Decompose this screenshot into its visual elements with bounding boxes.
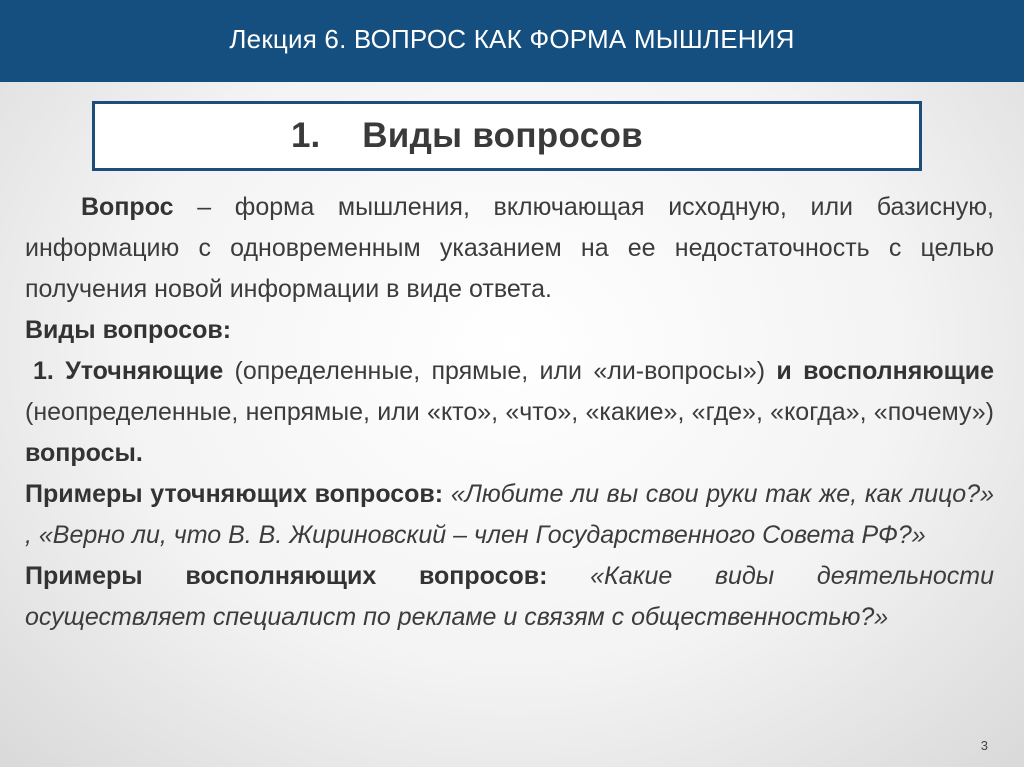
section-number: 1. <box>291 116 321 155</box>
clarifying-examples-text: «Любите ли вы свои руки так же, как лицо?» , «Верно ли, что В. В. Жириновский – член Государственного Совета РФ?» <box>25 480 995 549</box>
types-term-clarifying: Уточняющие <box>65 357 224 385</box>
slide-header <box>0 0 1024 82</box>
types-desc-filling: (неопределенные, непрямые, или «кто», «что», «какие», «где», «когда», «почему») <box>25 398 994 426</box>
section-title-box <box>92 101 922 171</box>
types-heading: Виды вопросов: <box>25 316 232 344</box>
types-heading-line <box>25 310 994 351</box>
filling-examples-paragraph <box>25 556 994 638</box>
types-desc-clarifying: (определенные, прямые, или «ли-вопросы») <box>223 357 777 385</box>
lecture-title: Лекция 6. ВОПРОС КАК ФОРМА МЫШЛЕНИЯ <box>229 23 795 54</box>
definition-text: – форма мышления, включающая исходную, или базисную, информацию с одновременным указанием на ее недостаточность с целью получения новой информации в виде ответа. <box>25 193 994 303</box>
filling-examples-text: «Какие виды деятельности осуществляет специалист по рекламе и связям с общественностью?» <box>25 562 994 631</box>
definition-paragraph <box>25 187 994 310</box>
slide-body <box>25 187 994 638</box>
page-number: 3 <box>980 738 988 753</box>
section-title: Виды вопросов <box>362 116 643 155</box>
types-conjunction: и <box>776 357 792 385</box>
filling-examples-label: Примеры восполняющих вопросов: <box>25 562 548 590</box>
types-term-filling: восполняющие <box>803 357 994 385</box>
types-item-number: 1. <box>33 357 54 385</box>
types-paragraph <box>25 351 994 474</box>
types-tail: вопросы. <box>25 439 143 467</box>
clarifying-examples-label: Примеры уточняющих вопросов: <box>25 480 444 508</box>
clarifying-examples-paragraph <box>25 474 994 556</box>
definition-term: Вопрос <box>81 193 174 221</box>
